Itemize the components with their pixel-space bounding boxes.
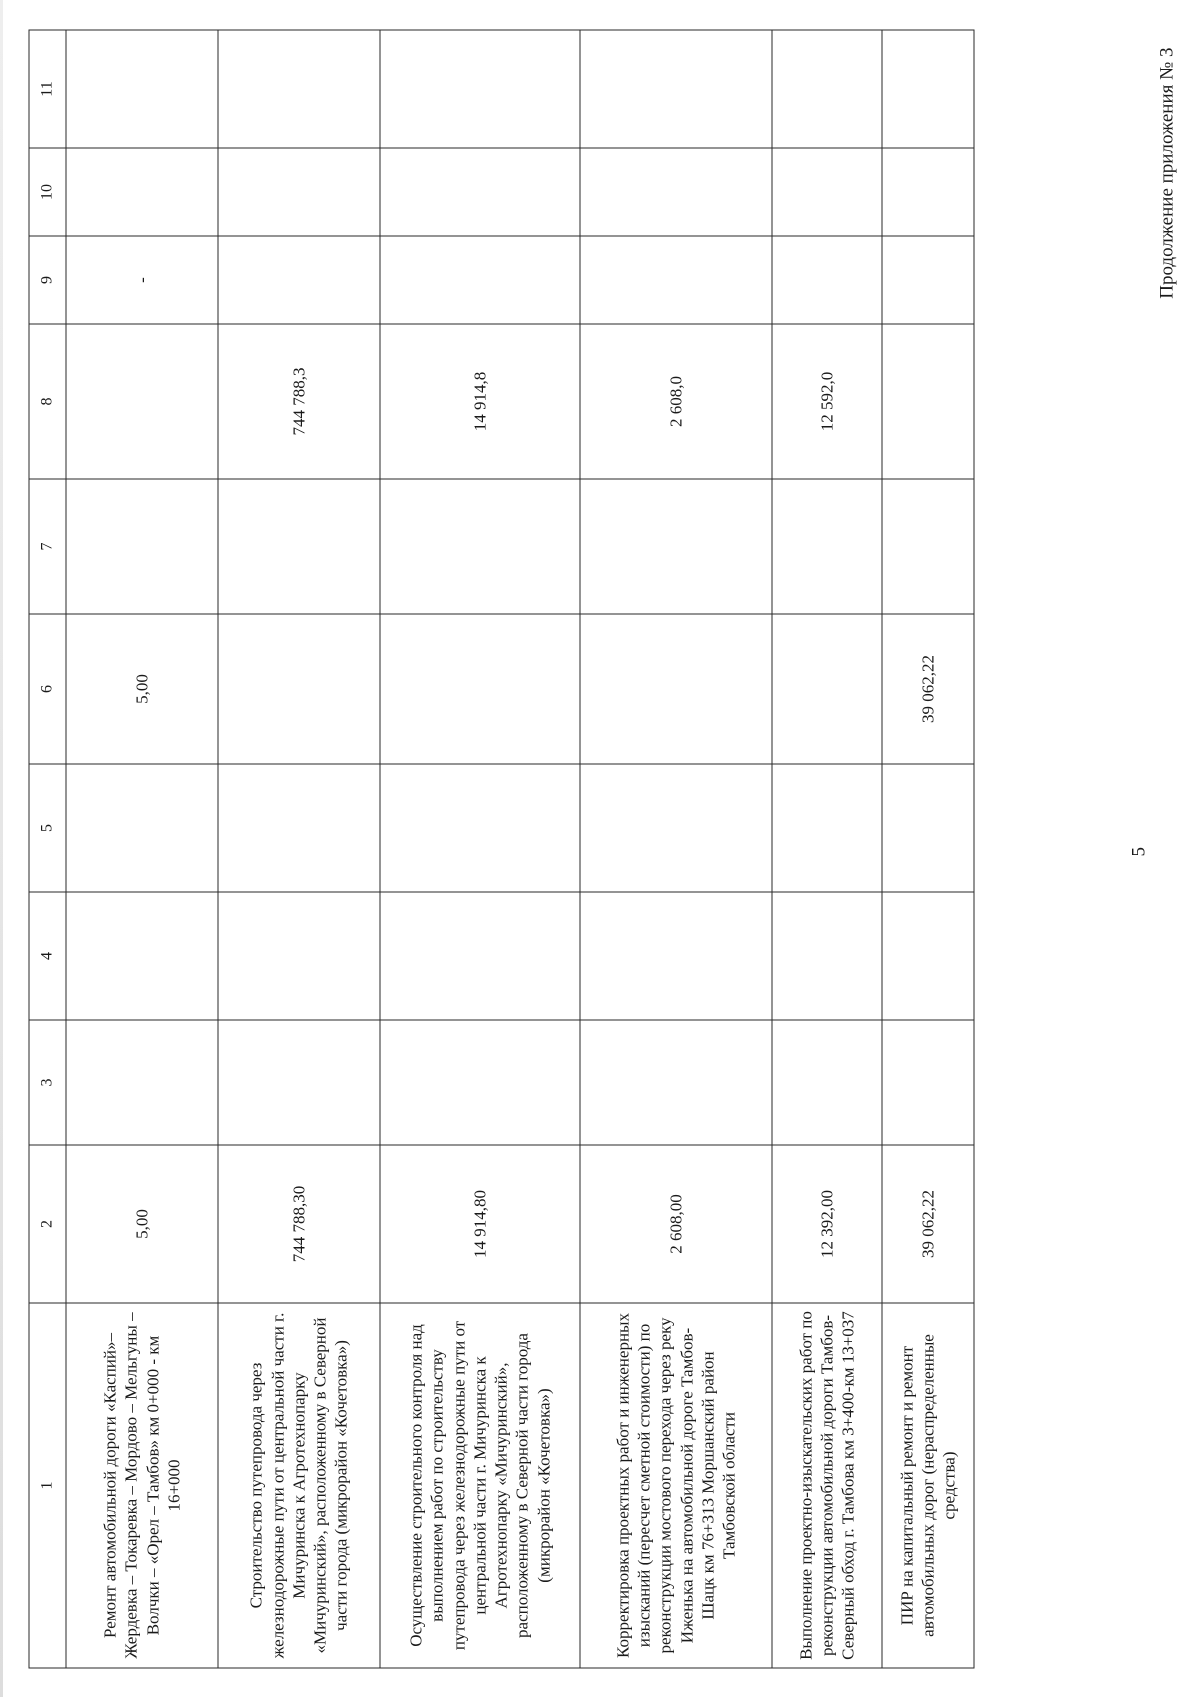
value-cell: 2 608,00 [580, 1145, 772, 1303]
table-row [580, 30, 772, 1668]
value-cell [580, 614, 772, 764]
value-cell [772, 1020, 882, 1145]
value-cell [66, 1020, 218, 1145]
value-cell [882, 892, 974, 1020]
value-cell [380, 764, 580, 892]
value-cell [380, 892, 580, 1020]
value-cell [66, 764, 218, 892]
rotated-page [1, 0, 1200, 1697]
value-cell [218, 30, 380, 148]
value-cell [66, 148, 218, 236]
column-header: 8 [29, 324, 66, 479]
work-description-cell: Осуществление строительного контроля над выполнением работ по строительству путепровода через железнодорожные пути от центральной части г. Мичуринска к Агротехнопарку «Мичуринский», расположенному в Северной части города (микрорайон «Кочетовка») [380, 1303, 580, 1668]
column-header: 11 [29, 30, 66, 148]
value-cell: 744 788,30 [218, 1145, 380, 1303]
value-cell [772, 614, 882, 764]
value-cell [380, 1020, 580, 1145]
value-cell [66, 30, 218, 148]
value-cell [66, 324, 218, 479]
column-header: 9 [29, 236, 66, 324]
value-cell: 14 914,80 [380, 1145, 580, 1303]
value-cell [380, 30, 580, 148]
column-header: 1 [29, 1303, 66, 1668]
value-cell [218, 479, 380, 614]
column-header: 10 [29, 148, 66, 236]
column-header: 5 [29, 764, 66, 892]
column-header: 6 [29, 614, 66, 764]
work-description-cell: Корректировка проектных работ и инженерных изысканий (пересчет сметной стоимости) по реконструкции мостового перехода через реку Иженька на автомобильной дороге Тамбов-Шацк км 76+313 Моршанский район Тамбовской области [580, 1303, 772, 1668]
value-cell [580, 764, 772, 892]
table-body [66, 30, 974, 1668]
table-row [66, 30, 218, 1668]
value-cell [882, 30, 974, 148]
value-cell [218, 148, 380, 236]
page-number: 5 [1128, 847, 1150, 857]
work-description-cell: Строительство путепровода через железнодорожные пути от центральной части г. Мичуринска к Агротехнопарку «Мичуринский», расположенному в Северной части города (микрорайон «Кочетовка») [218, 1303, 380, 1668]
value-cell: - [66, 236, 218, 324]
value-cell [218, 1020, 380, 1145]
value-cell [380, 148, 580, 236]
value-cell [882, 236, 974, 324]
value-cell [882, 764, 974, 892]
column-header: 3 [29, 1020, 66, 1145]
work-description-cell: ПИР на капитальный ремонт и ремонт автомобильных дорог (нераспределенные средства) [882, 1303, 974, 1668]
value-cell: 14 914,8 [380, 324, 580, 479]
value-cell [380, 614, 580, 764]
value-cell: 744 788,3 [218, 324, 380, 479]
value-cell: 5,00 [66, 614, 218, 764]
value-cell [218, 614, 380, 764]
value-cell: 39 062,22 [882, 1145, 974, 1303]
value-cell: 39 062,22 [882, 614, 974, 764]
column-header: 7 [29, 479, 66, 614]
value-cell [772, 479, 882, 614]
value-cell [218, 764, 380, 892]
work-description-cell: Выполнение проектно-изыскательских работ по реконструкции автомобильной дороги Тамбов-Северный обход г. Тамбова км 3+400-км 13+037 [772, 1303, 882, 1668]
column-header: 2 [29, 1145, 66, 1303]
table-row [380, 30, 580, 1668]
value-cell [218, 236, 380, 324]
value-cell [882, 148, 974, 236]
value-cell [580, 148, 772, 236]
value-cell: 5,00 [66, 1145, 218, 1303]
value-cell [882, 324, 974, 479]
table-row [772, 30, 882, 1668]
column-header: 4 [29, 892, 66, 1020]
value-cell [580, 479, 772, 614]
value-cell [580, 892, 772, 1020]
value-cell: 12 392,00 [772, 1145, 882, 1303]
header-row [29, 30, 66, 1668]
value-cell [380, 236, 580, 324]
value-cell [580, 236, 772, 324]
value-cell [580, 1020, 772, 1145]
annex-continuation-title: Продолжение приложения № 3 [1156, 47, 1178, 299]
value-cell [772, 148, 882, 236]
value-cell [580, 30, 772, 148]
value-cell [772, 892, 882, 1020]
value-cell: 2 608,0 [580, 324, 772, 479]
value-cell [218, 892, 380, 1020]
value-cell [380, 479, 580, 614]
work-description-cell: Ремонт автомобильной дороги «Каспий»–Жердевка – Токаревка – Мордово – Мельгуны – Волчки – «Орел – Тамбов» км 0+000 - км 16+000 [66, 1303, 218, 1668]
value-cell [66, 892, 218, 1020]
budget-table [29, 30, 975, 1669]
value-cell [772, 30, 882, 148]
table-row [218, 30, 380, 1668]
value-cell [882, 1020, 974, 1145]
value-cell: 12 592,0 [772, 324, 882, 479]
value-cell [772, 236, 882, 324]
value-cell [882, 479, 974, 614]
table-row [882, 30, 974, 1668]
value-cell [772, 764, 882, 892]
value-cell [66, 479, 218, 614]
